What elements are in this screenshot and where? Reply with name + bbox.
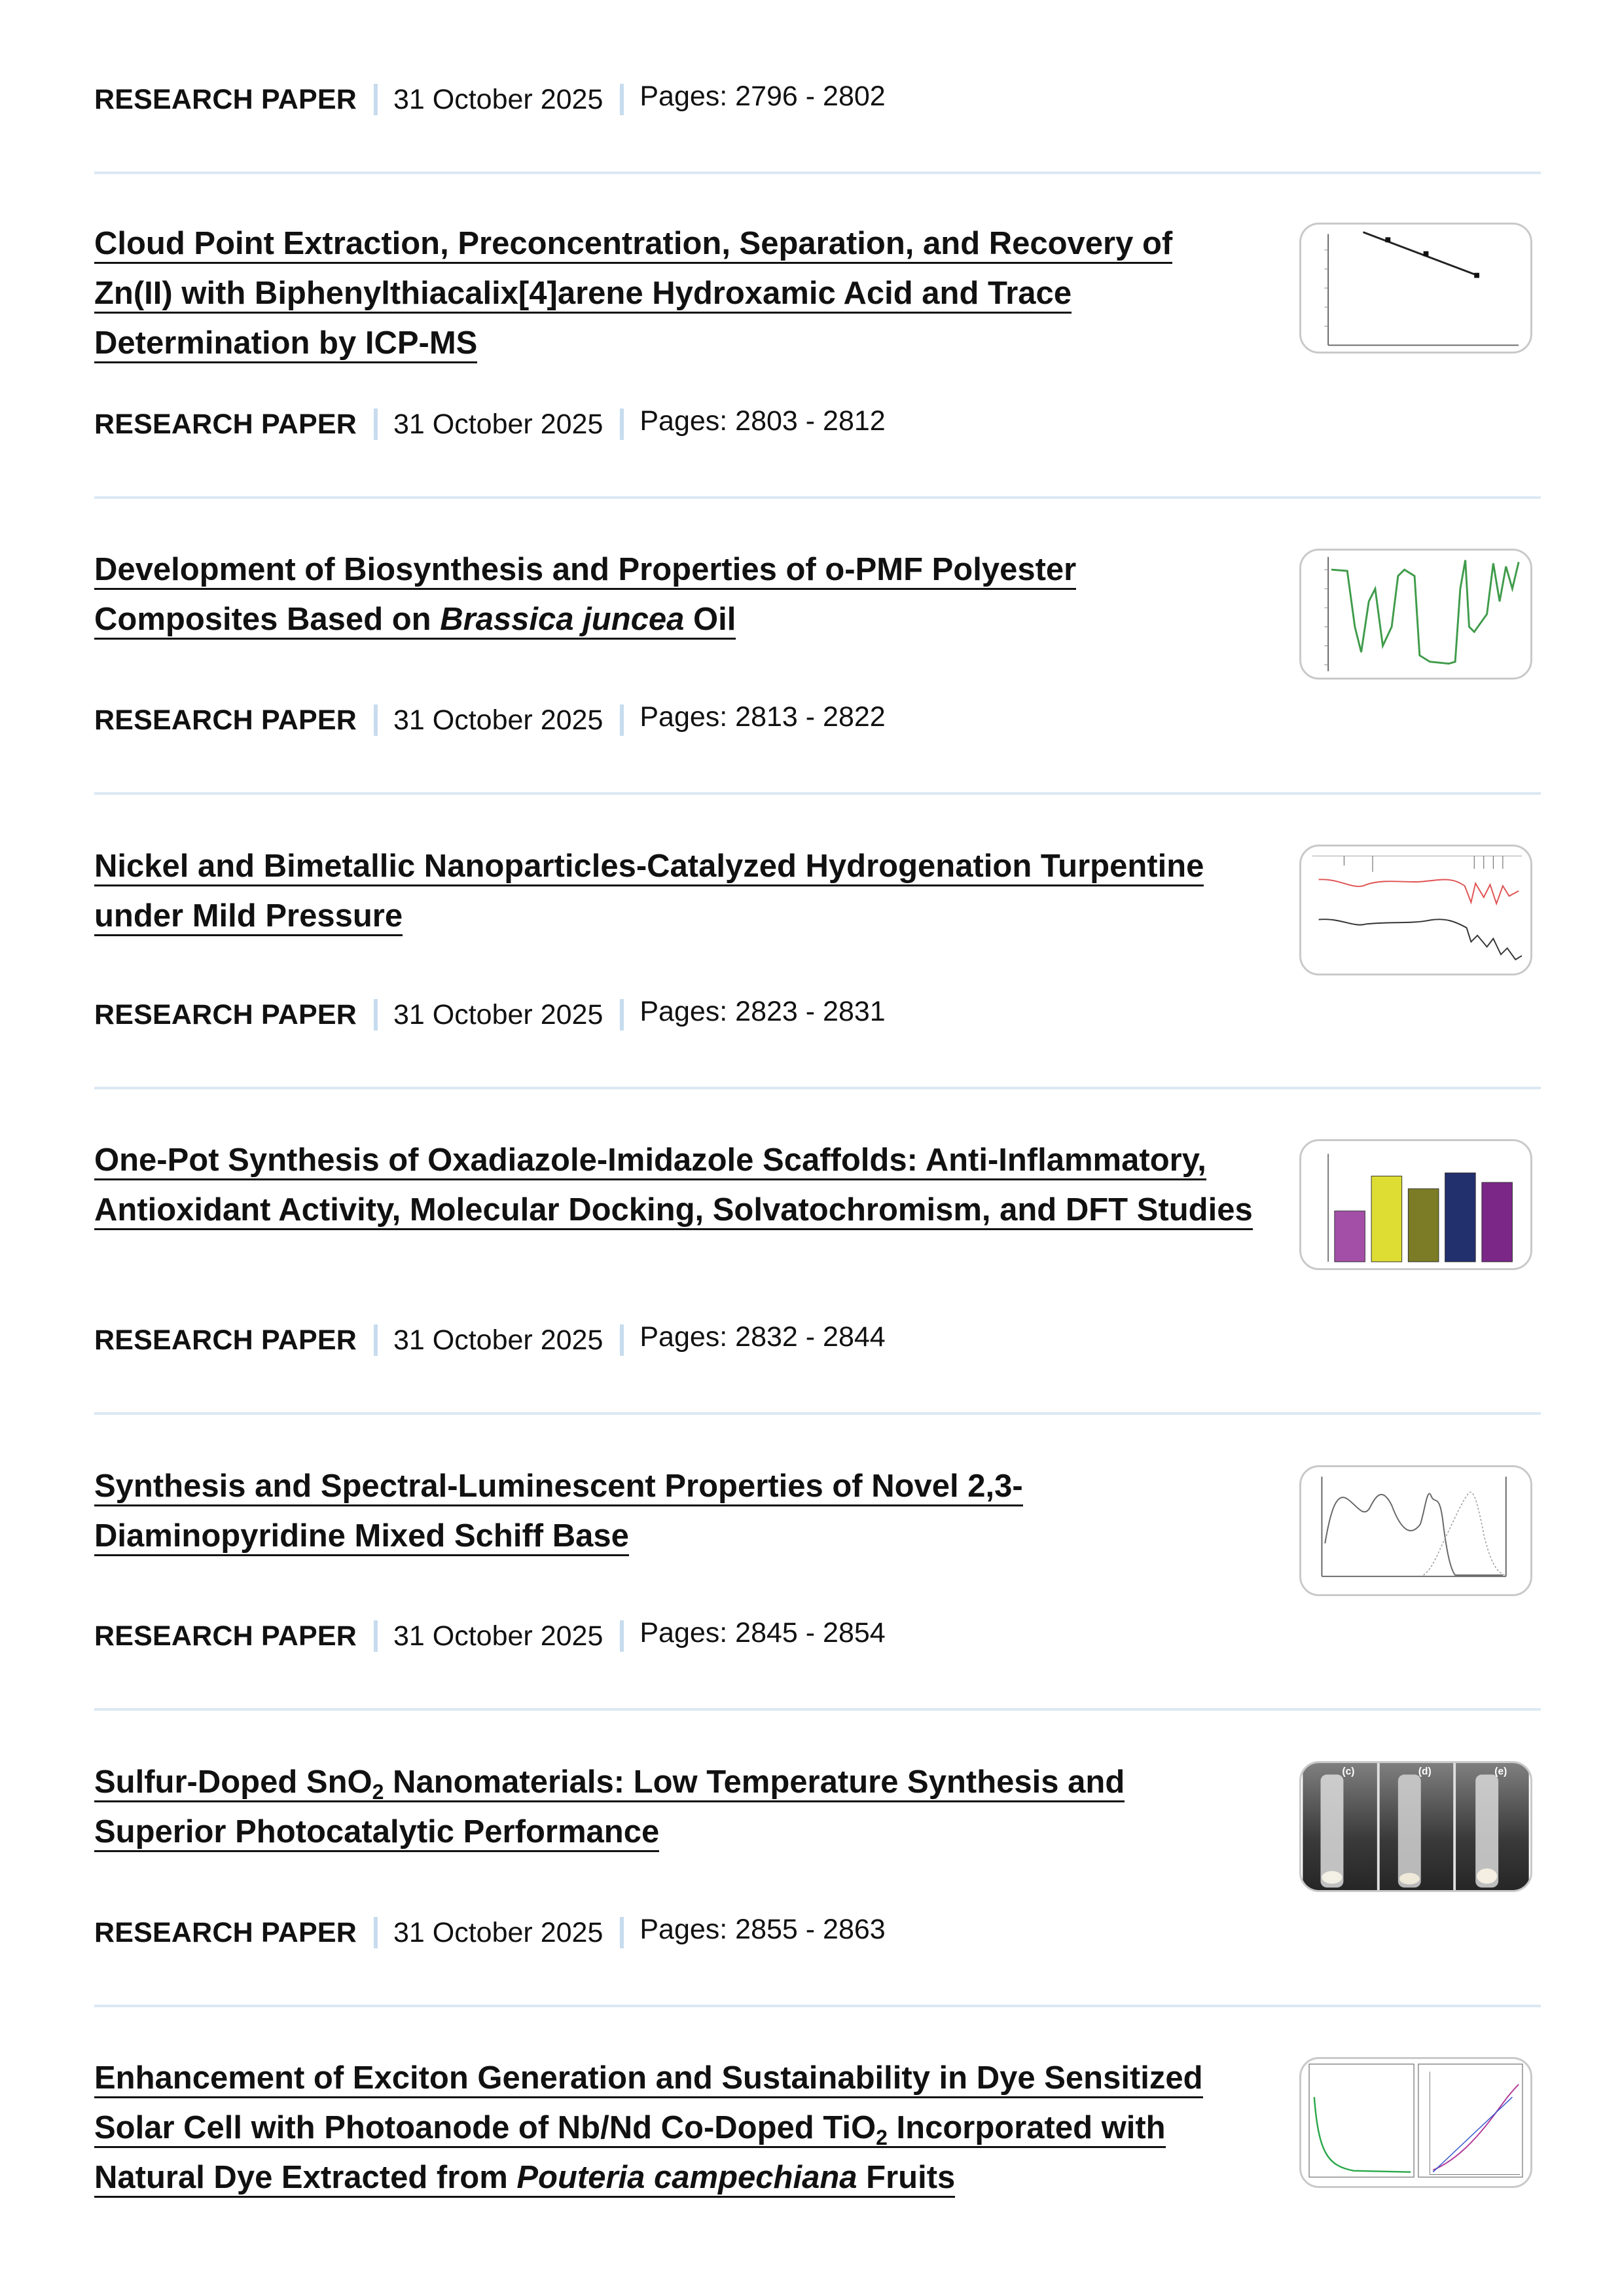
article-pages: Pages: 2823 - 2831 (640, 995, 886, 1027)
meta-separator (374, 1917, 378, 1948)
article-date: 31 October 2025 (393, 704, 604, 736)
article-thumbnail[interactable] (1299, 1139, 1532, 1270)
article-thumbnail[interactable] (1299, 223, 1532, 354)
article-pages: Pages: 2796 - 2802 (640, 80, 886, 112)
panel-label: (d) (1418, 1766, 1432, 1777)
article-meta (94, 1913, 886, 1952)
article-title[interactable] (94, 545, 1253, 644)
article-date: 31 October 2025 (393, 998, 604, 1030)
bar-graph-thumbnail (1301, 1141, 1530, 1268)
article-title[interactable] (94, 841, 1253, 941)
article-type: RESEARCH PAPER (94, 408, 357, 440)
article-title[interactable] (94, 219, 1253, 368)
dual-plot-thumbnail (1301, 2059, 1530, 2186)
article-title[interactable] (94, 1461, 1253, 1561)
meta-separator (620, 409, 624, 440)
subscript: 2 (876, 2126, 888, 2149)
article-meta (94, 1321, 886, 1360)
article-date: 31 October 2025 (393, 1916, 604, 1948)
meta-separator (620, 1324, 624, 1356)
article-title-link[interactable]: Development of Biosynthesis and Properties of o-PMF Polyester Composites Based on Brassica juncea Oil (94, 552, 1076, 640)
meta-separator (620, 704, 624, 736)
article-title[interactable] (94, 1135, 1253, 1235)
article-meta (94, 1616, 886, 1656)
article-date: 31 October 2025 (393, 83, 604, 115)
ftir-comparison-thumbnail (1301, 847, 1530, 974)
article-title-link[interactable]: Cloud Point Extraction, Preconcentration, Separation, and Recovery of Zn(II) with Biphenylthiacalix[4]arene Hydroxamic Acid and Trace Determination by ICP-MS (94, 226, 1172, 363)
species-name: Pouteria campechiana (516, 2160, 857, 2195)
divider (94, 1412, 1541, 1415)
article-thumbnail[interactable] (1299, 2057, 1532, 2188)
article-pages: Pages: 2832 - 2844 (640, 1321, 886, 1353)
article-type: RESEARCH PAPER (94, 998, 357, 1030)
article-pages: Pages: 2845 - 2854 (640, 1616, 886, 1649)
ir-spectrum-thumbnail (1301, 551, 1530, 678)
article-pages: Pages: 2813 - 2822 (640, 701, 886, 733)
article-meta (94, 405, 886, 444)
article-title-link[interactable]: One-Pot Synthesis of Oxadiazole-Imidazole Scaffolds: Anti-Inflammatory, Antioxidant Activity, Molecular Docking, Solvatochromism, and DFT Studies (94, 1142, 1253, 1230)
divider (94, 2005, 1541, 2007)
panel-label: (e) (1494, 1766, 1507, 1777)
article-type: RESEARCH PAPER (94, 83, 357, 115)
meta-separator (374, 409, 378, 440)
article-title-link[interactable]: Synthesis and Spectral-Luminescent Properties of Novel 2,3-Diaminopyridine Mixed Schiff Base (94, 1468, 1023, 1556)
article-type: RESEARCH PAPER (94, 1916, 357, 1948)
species-name: Brassica juncea (440, 602, 685, 637)
meta-separator (374, 1324, 378, 1356)
article-thumbnail[interactable] (1299, 549, 1532, 680)
article-date: 31 October 2025 (393, 1620, 604, 1652)
article-thumbnail[interactable] (1299, 845, 1532, 975)
article-thumbnail[interactable] (1299, 1761, 1532, 1892)
article-pages: Pages: 2855 - 2863 (640, 1913, 886, 1945)
article-meta (94, 701, 886, 740)
divider (94, 792, 1541, 795)
article-meta (94, 80, 886, 119)
meta-separator (620, 1620, 624, 1652)
meta-separator (620, 1917, 624, 1948)
article-title-link[interactable]: Sulfur-Doped SnO$_2$ Nanomaterials: Low Temperature Synthesis and Superior Photocatalytic Performance (94, 1764, 1125, 1852)
article-date: 31 October 2025 (393, 1324, 604, 1356)
subscript: 2 (372, 1780, 384, 1804)
article-type: RESEARCH PAPER (94, 1324, 357, 1356)
article-type: RESEARCH PAPER (94, 1620, 357, 1652)
article-title-link[interactable]: Nickel and Bimetallic Nanoparticles-Catalyzed Hydrogenation Turpentine under Mild Pressure (94, 848, 1204, 936)
article-meta (94, 995, 886, 1034)
panel-label: (c) (1342, 1766, 1355, 1777)
photo-thumbnail (1301, 1763, 1530, 1890)
meta-separator (620, 84, 624, 115)
article-title[interactable] (94, 2053, 1253, 2202)
article-title[interactable] (94, 1757, 1253, 1857)
article-title-link[interactable]: Enhancement of Exciton Generation and Sustainability in Dye Sensitized Solar Cell with Photoanode of Nb/Nd Co-Doped TiO$_2$ Incorporated with Natural Dye Extracted from Pouteria campechiana Fruits (94, 2060, 1203, 2198)
article-thumbnail[interactable] (1299, 1465, 1532, 1596)
article-date: 31 October 2025 (393, 408, 604, 440)
meta-separator (374, 84, 378, 115)
divider (94, 172, 1541, 174)
absorption-spectrum-thumbnail (1301, 1467, 1530, 1594)
meta-separator (374, 999, 378, 1030)
meta-separator (620, 999, 624, 1030)
meta-separator (374, 1620, 378, 1652)
meta-separator (374, 704, 378, 736)
line-plot-thumbnail (1301, 225, 1530, 352)
divider (94, 1708, 1541, 1711)
article-type: RESEARCH PAPER (94, 704, 357, 736)
divider (94, 1087, 1541, 1089)
divider (94, 496, 1541, 499)
article-pages: Pages: 2803 - 2812 (640, 405, 886, 437)
